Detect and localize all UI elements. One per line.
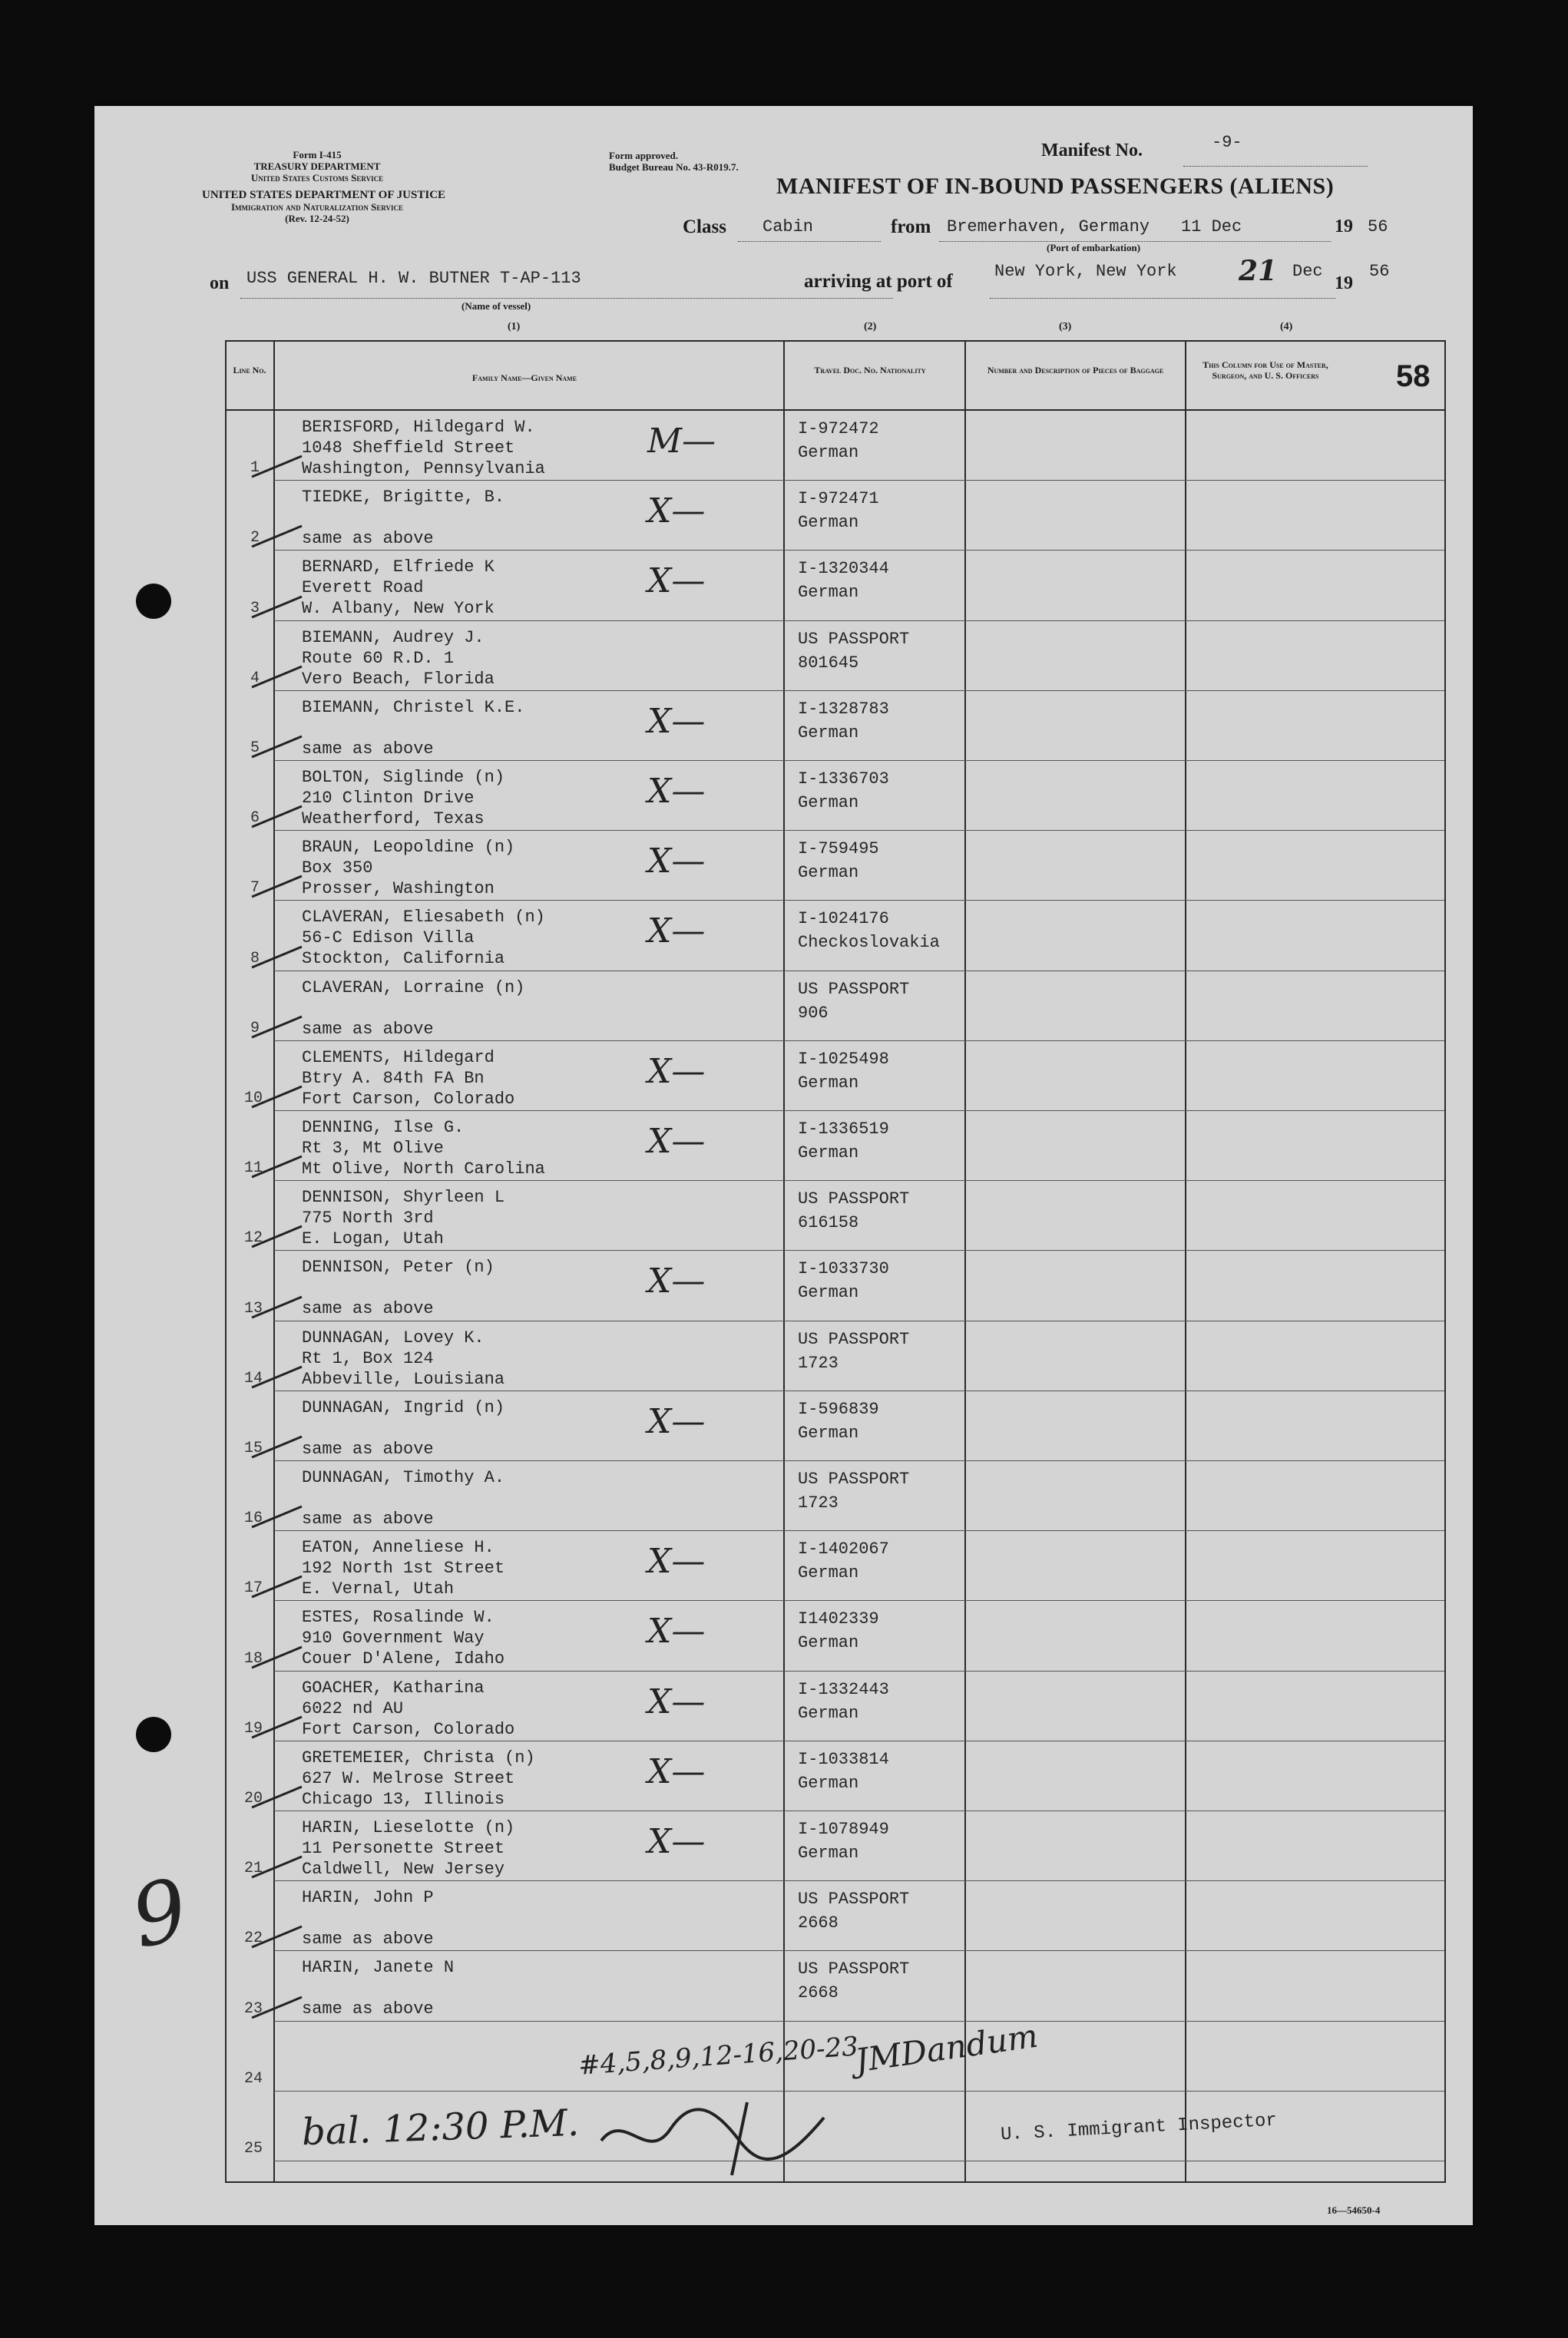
passenger-address: Chicago 13, Illinois xyxy=(302,1789,505,1809)
passenger-name: DUNNAGAN, Lovey K. xyxy=(302,1328,485,1348)
nationality: 2668 xyxy=(798,1913,839,1933)
manifest-no-value: -9- xyxy=(1212,133,1242,152)
passenger-address xyxy=(302,998,524,1019)
passenger-address: same as above xyxy=(302,1439,434,1459)
nationality: 1723 xyxy=(798,1493,839,1513)
doc-number: US PASSPORT xyxy=(798,629,910,649)
doc-number: I-1025498 xyxy=(798,1049,889,1069)
passenger-address: Rt 1, Box 124 xyxy=(302,1348,434,1368)
line-number: 22 xyxy=(244,1930,263,1948)
nationality: German xyxy=(798,723,859,742)
class-value: Cabin xyxy=(762,217,814,236)
nationality: German xyxy=(798,1073,859,1093)
line-number: 11 xyxy=(244,1159,263,1178)
inspection-mark: X— xyxy=(647,772,706,811)
passenger-address: 1048 Sheffield Street xyxy=(302,438,515,458)
passenger-entry xyxy=(302,1887,434,1949)
passenger-address: same as above xyxy=(302,1019,434,1039)
form-approval xyxy=(609,150,739,173)
nationality: German xyxy=(798,793,859,812)
class-label: Class xyxy=(683,217,726,237)
travel-document xyxy=(798,1748,889,1795)
passenger-name: BIEMANN, Christel K.E. xyxy=(302,697,525,717)
passenger-address: same as above xyxy=(302,739,434,759)
passenger-address xyxy=(302,508,504,528)
doc-number: I-1328783 xyxy=(798,699,889,719)
passenger-address: Vero Beach, Florida xyxy=(302,669,495,689)
passenger-address: Mt Olive, North Carolina xyxy=(302,1159,545,1179)
check-tick xyxy=(248,1220,309,1251)
passenger-name: HARIN, Lieselotte (n) xyxy=(302,1818,515,1837)
passenger-entry xyxy=(302,1328,504,1390)
check-tick xyxy=(248,520,309,551)
line-number: 10 xyxy=(244,1090,263,1107)
check-tick xyxy=(248,941,309,971)
treasury-label: TREASURY DEPARTMENT xyxy=(253,160,381,172)
passenger-name: HARIN, John P xyxy=(302,1888,434,1908)
form-code: 16—54650-4 xyxy=(1327,2204,1381,2216)
passenger-address: same as above xyxy=(302,1930,434,1949)
line-number: 8 xyxy=(250,949,260,967)
nationality: German xyxy=(798,1773,859,1793)
line-number: 24 xyxy=(244,2069,263,2088)
manifest-no-line xyxy=(1183,144,1368,167)
doc-number: I-1336703 xyxy=(798,769,889,789)
travel-document xyxy=(798,837,879,885)
from-year-prefix: 19 xyxy=(1335,217,1353,236)
travel-document xyxy=(798,1887,909,1935)
line-number: 1 xyxy=(250,459,260,478)
passenger-entry xyxy=(302,1817,514,1880)
doc-number: US PASSPORT xyxy=(798,1959,910,1979)
passenger-address: 910 Government Way xyxy=(302,1629,485,1649)
passenger-entry xyxy=(302,1957,454,2019)
passenger-name: HARIN, Janete N xyxy=(302,1958,455,1978)
travel-document xyxy=(798,1467,909,1515)
col-head-officers: This Column for Use of Master, Surgeon, and U. S. Officers xyxy=(1202,359,1328,381)
passenger-name: BERNARD, Elfriede K xyxy=(302,557,495,577)
nationality: German xyxy=(798,1844,859,1863)
from-date: 11 Dec xyxy=(1181,217,1242,236)
passenger-address: 192 North 1st Street xyxy=(302,1559,505,1579)
line-number: 13 xyxy=(244,1299,263,1318)
on-label: on xyxy=(210,273,230,293)
passenger-address: Btry A. 84th FA Bn xyxy=(302,1068,485,1088)
passenger-address: Weatherford, Texas xyxy=(302,809,485,828)
passenger-entry xyxy=(302,1117,545,1179)
col-num-1: (1) xyxy=(508,321,521,332)
travel-document xyxy=(798,767,889,815)
passenger-address xyxy=(302,1278,495,1298)
travel-document xyxy=(798,557,889,604)
nationality: German xyxy=(798,863,859,883)
check-tick xyxy=(248,1570,309,1601)
passenger-address xyxy=(302,1488,504,1509)
doc-number: I-1024176 xyxy=(798,909,889,929)
inspection-mark: X— xyxy=(647,911,706,951)
travel-document xyxy=(798,1678,889,1725)
check-tick xyxy=(248,450,309,481)
passenger-entry xyxy=(302,1257,495,1319)
travel-document xyxy=(798,1187,909,1235)
travel-document xyxy=(798,907,940,954)
passenger-entry xyxy=(302,1047,514,1109)
passenger-address: 210 Clinton Drive xyxy=(302,789,475,808)
check-tick xyxy=(248,1080,309,1111)
check-tick xyxy=(248,1361,309,1391)
from-year: 56 xyxy=(1368,217,1388,236)
passenger-entry xyxy=(302,1187,504,1249)
passenger-entry xyxy=(302,1397,504,1460)
line-number: 17 xyxy=(244,1579,263,1598)
from-value: Bremerhaven, Germany xyxy=(947,217,1150,236)
travel-document xyxy=(798,1817,889,1865)
passenger-entry xyxy=(302,907,545,969)
travel-document xyxy=(798,1257,889,1305)
revision-label: (Rev. 12-24-52) xyxy=(285,213,349,224)
passenger-name: DUNNAGAN, Ingrid (n) xyxy=(302,1397,505,1417)
doc-number: I-972472 xyxy=(798,419,879,438)
passenger-name: DENNISON, Shyrleen L xyxy=(302,1188,505,1208)
passenger-entry xyxy=(302,1748,535,1810)
inspection-mark: X— xyxy=(647,1682,706,1721)
line-number: 23 xyxy=(244,1999,263,2018)
passenger-name: GOACHER, Katharina xyxy=(302,1678,485,1698)
doc-number: I-972471 xyxy=(798,489,879,509)
check-tick xyxy=(248,1010,309,1041)
doc-number: I-1078949 xyxy=(798,1820,889,1839)
passenger-address: E. Vernal, Utah xyxy=(302,1579,455,1599)
check-tick xyxy=(248,1991,309,2022)
passenger-address: 6022 nd AU xyxy=(302,1698,404,1718)
passenger-address: Route 60 R.D. 1 xyxy=(302,648,455,668)
inspection-mark: X— xyxy=(647,1612,706,1652)
check-tick xyxy=(248,1781,309,1811)
col-head-travel-doc: Travel Doc. No. Nationality xyxy=(814,365,926,375)
nationality: German xyxy=(798,1563,859,1583)
passenger-address xyxy=(302,1978,454,1999)
travel-document xyxy=(798,1397,879,1445)
passenger-address: Prosser, Washington xyxy=(302,879,495,899)
inspection-mark: X— xyxy=(647,701,706,741)
line-number: 5 xyxy=(250,739,260,757)
arrival-port: New York, New York xyxy=(994,262,1177,281)
passenger-address: 11 Personette Street xyxy=(302,1839,505,1858)
line-number: 15 xyxy=(244,1440,263,1457)
nationality: 906 xyxy=(798,1003,829,1023)
travel-document xyxy=(798,487,879,534)
passenger-name: BRAUN, Leopoldine (n) xyxy=(302,838,515,858)
col-num-2: (2) xyxy=(864,321,877,332)
travel-document xyxy=(798,697,889,745)
arrival-day-mark: 21 xyxy=(1239,255,1278,287)
passenger-address: Box 350 xyxy=(302,858,373,878)
passenger-address: Everett Road xyxy=(302,578,424,598)
nationality: German xyxy=(798,1143,859,1162)
line-number: 16 xyxy=(244,1510,263,1528)
passenger-name: BOLTON, Siglinde (n) xyxy=(302,768,505,787)
vessel-name: USS GENERAL H. W. BUTNER T-AP-113 xyxy=(246,269,581,288)
doc-number: I-1402067 xyxy=(798,1539,889,1559)
passenger-address: same as above xyxy=(302,529,434,549)
passenger-name: EATON, Anneliese H. xyxy=(302,1538,495,1558)
col-head-name: Family Name—Given Name xyxy=(471,372,577,383)
passenger-name: CLEMENTS, Hildegard xyxy=(302,1047,495,1067)
col-head-line-no: Line No. xyxy=(233,365,266,375)
line-number: 6 xyxy=(250,809,260,828)
nationality: 2668 xyxy=(798,1983,839,2003)
budget-label: Budget Bureau No. 43-R019.7. xyxy=(609,161,739,173)
inspection-mark: X— xyxy=(647,1751,706,1791)
check-tick xyxy=(248,730,309,761)
travel-document xyxy=(798,1607,879,1655)
punch-hole-top xyxy=(136,584,171,619)
passenger-address: Rt 3, Mt Olive xyxy=(302,1139,444,1158)
travel-document xyxy=(798,1328,909,1375)
line-number: 4 xyxy=(250,669,260,687)
margin-mark: 9 xyxy=(123,1860,197,1967)
manifest-sheet xyxy=(94,106,1473,2225)
inspection-mark: X— xyxy=(647,1822,706,1861)
approved-label: Form approved. xyxy=(609,150,679,161)
check-tick xyxy=(248,1920,309,1951)
line-number: 21 xyxy=(244,1860,263,1878)
doc-number: I-1332443 xyxy=(798,1679,889,1699)
doc-number: I-1336519 xyxy=(798,1119,889,1139)
arrival-year-prefix: 19 xyxy=(1335,273,1353,293)
check-tick xyxy=(248,870,309,901)
nationality: German xyxy=(798,513,859,533)
passenger-entry xyxy=(302,837,514,899)
embark-caption: (Port of embarkation) xyxy=(1047,242,1141,253)
doc-number: I-1033730 xyxy=(798,1259,889,1279)
check-tick xyxy=(248,1711,309,1741)
travel-document xyxy=(798,1957,909,2005)
passenger-address: same as above xyxy=(302,1510,434,1529)
arriving-label: arriving at port of xyxy=(804,271,953,292)
check-tick xyxy=(248,1430,309,1461)
passenger-entry xyxy=(302,977,524,1040)
passenger-address xyxy=(302,1908,434,1929)
inspection-mark: X— xyxy=(647,1542,706,1582)
doc-number: US PASSPORT xyxy=(798,979,910,999)
passenger-name: ESTES, Rosalinde W. xyxy=(302,1608,495,1628)
passenger-address: W. Albany, New York xyxy=(302,599,495,619)
check-tick xyxy=(248,1850,309,1881)
doc-number: US PASSPORT xyxy=(798,1890,910,1910)
vessel-caption: (Name of vessel) xyxy=(461,300,531,312)
line-number: 7 xyxy=(250,879,260,898)
doc-number: US PASSPORT xyxy=(798,1329,910,1349)
form-header-left xyxy=(202,149,446,224)
nationality: 616158 xyxy=(798,1213,859,1233)
nationality: German xyxy=(798,1703,859,1723)
passenger-name: CLAVERAN, Eliesabeth (n) xyxy=(302,908,545,928)
manifest-no-label: Manifest No. xyxy=(1041,141,1143,160)
passenger-address xyxy=(302,1418,504,1439)
passenger-name: DENNISON, Peter (n) xyxy=(302,1258,495,1278)
travel-document xyxy=(798,627,909,675)
punch-hole-bottom xyxy=(136,1717,171,1752)
doc-number: US PASSPORT xyxy=(798,1189,910,1209)
ins-label: Immigration and Naturalization Service xyxy=(230,201,404,213)
nationality: German xyxy=(798,1633,859,1653)
line-number: 18 xyxy=(244,1649,263,1668)
travel-document xyxy=(798,1047,889,1095)
check-tick xyxy=(248,800,309,831)
col-num-3: (3) xyxy=(1059,321,1072,332)
line-number: 25 xyxy=(244,2140,263,2158)
col-head-baggage: Number and Description of Pieces of Baggage xyxy=(987,365,1164,375)
doc-number: I-759495 xyxy=(798,839,879,859)
bottom-note: bal. 12:30 P.M. xyxy=(301,2101,580,2154)
passenger-entry xyxy=(302,1467,504,1529)
passenger-name: BERISFORD, Hildegard W. xyxy=(302,418,535,437)
passenger-address: 775 North 3rd xyxy=(302,1209,434,1229)
passenger-address: 56-C Edison Villa xyxy=(302,928,475,948)
passenger-address: 627 W. Melrose Street xyxy=(302,1768,515,1788)
scribble-signature xyxy=(594,2095,839,2179)
passenger-address: Washington, Pennsylvania xyxy=(302,459,545,478)
nationality: 801645 xyxy=(798,653,859,673)
line-number: 12 xyxy=(244,1229,263,1248)
arrival-year: 56 xyxy=(1369,262,1390,281)
doc-number: I-596839 xyxy=(798,1399,879,1419)
line-number: 20 xyxy=(244,1790,263,1807)
passenger-address xyxy=(302,718,524,739)
travel-document xyxy=(798,417,879,465)
passenger-address: Stockton, California xyxy=(302,949,505,969)
passenger-entry xyxy=(302,627,495,689)
passenger-address: same as above xyxy=(302,1999,434,2019)
passenger-entry xyxy=(302,697,524,759)
manifest-title: MANIFEST OF IN-BOUND PASSENGERS (ALIENS) xyxy=(776,174,1335,199)
customs-label: United States Customs Service xyxy=(250,172,384,184)
line-number: 14 xyxy=(244,1369,263,1387)
passenger-entry xyxy=(302,487,504,549)
passenger-address: Fort Carson, Colorado xyxy=(302,1089,515,1109)
doc-number: US PASSPORT xyxy=(798,1470,910,1489)
passenger-entry xyxy=(302,557,495,619)
passenger-name: GRETEMEIER, Christa (n) xyxy=(302,1748,535,1768)
inspection-mark: X— xyxy=(647,1262,706,1301)
doc-number: I-1033814 xyxy=(798,1749,889,1769)
check-tick xyxy=(248,590,309,621)
passenger-address: Fort Carson, Colorado xyxy=(302,1719,515,1739)
line-number: 2 xyxy=(250,529,260,547)
col-num-4: (4) xyxy=(1280,321,1293,332)
check-tick xyxy=(248,1500,309,1531)
line-number: 3 xyxy=(250,599,260,617)
passenger-address: Couer D'Alene, Idaho xyxy=(302,1649,505,1669)
inspector-label: U. S. Immigrant Inspector xyxy=(1000,2110,1278,2146)
passenger-name: DENNING, Ilse G. xyxy=(302,1118,465,1137)
passenger-address: Caldwell, New Jersey xyxy=(302,1860,505,1879)
passenger-name: CLAVERAN, Lorraine (n) xyxy=(302,977,525,997)
check-tick xyxy=(248,660,309,691)
nationality: German xyxy=(798,443,859,462)
inspection-mark: X— xyxy=(647,561,706,601)
doc-number: I1402339 xyxy=(798,1609,879,1629)
passenger-address: E. Logan, Utah xyxy=(302,1229,444,1249)
inspection-mark: X— xyxy=(647,1401,706,1441)
passenger-address: same as above xyxy=(302,1299,434,1319)
nationality: German xyxy=(798,1423,859,1443)
passenger-entry xyxy=(302,1537,504,1599)
signature: JMDandum xyxy=(852,2016,1040,2080)
arrival-date: Dec xyxy=(1292,262,1323,281)
check-tick xyxy=(248,1641,309,1672)
inspection-mark: X— xyxy=(647,1051,706,1091)
passenger-entry xyxy=(302,767,504,829)
from-label: from xyxy=(891,217,931,237)
nationality: 1723 xyxy=(798,1353,839,1373)
nationality: Checkoslovakia xyxy=(798,933,940,953)
justice-label: UNITED STATES DEPARTMENT OF JUSTICE xyxy=(202,189,446,201)
passenger-address: Abbeville, Louisiana xyxy=(302,1369,505,1389)
passenger-name: DUNNAGAN, Timothy A. xyxy=(302,1468,505,1487)
passenger-name: BIEMANN, Audrey J. xyxy=(302,627,485,647)
check-tick xyxy=(248,1291,309,1321)
inspection-mark: M— xyxy=(647,422,716,461)
page-number: 58 xyxy=(1396,359,1431,393)
inspection-mark: X— xyxy=(647,842,706,881)
line-number: 19 xyxy=(244,1719,263,1738)
passenger-entry xyxy=(302,417,545,479)
inspection-mark: X— xyxy=(647,491,706,531)
check-tick xyxy=(248,1150,309,1181)
form-number: Form I-415 xyxy=(293,149,342,160)
line-number: 9 xyxy=(250,1019,260,1037)
nationality: German xyxy=(798,1283,859,1303)
passenger-entry xyxy=(302,1678,514,1740)
nationality: German xyxy=(798,583,859,603)
doc-number: I-1320344 xyxy=(798,559,889,579)
passenger-entry xyxy=(302,1607,504,1669)
travel-document xyxy=(798,1537,889,1585)
travel-document xyxy=(798,977,909,1025)
travel-document xyxy=(798,1117,889,1165)
passenger-name: TIEDKE, Brigitte, B. xyxy=(302,488,505,508)
inspection-mark: X— xyxy=(647,1122,706,1161)
hand-line-numbers: #4,5,8,9,12-16,20-23 xyxy=(577,2031,860,2082)
